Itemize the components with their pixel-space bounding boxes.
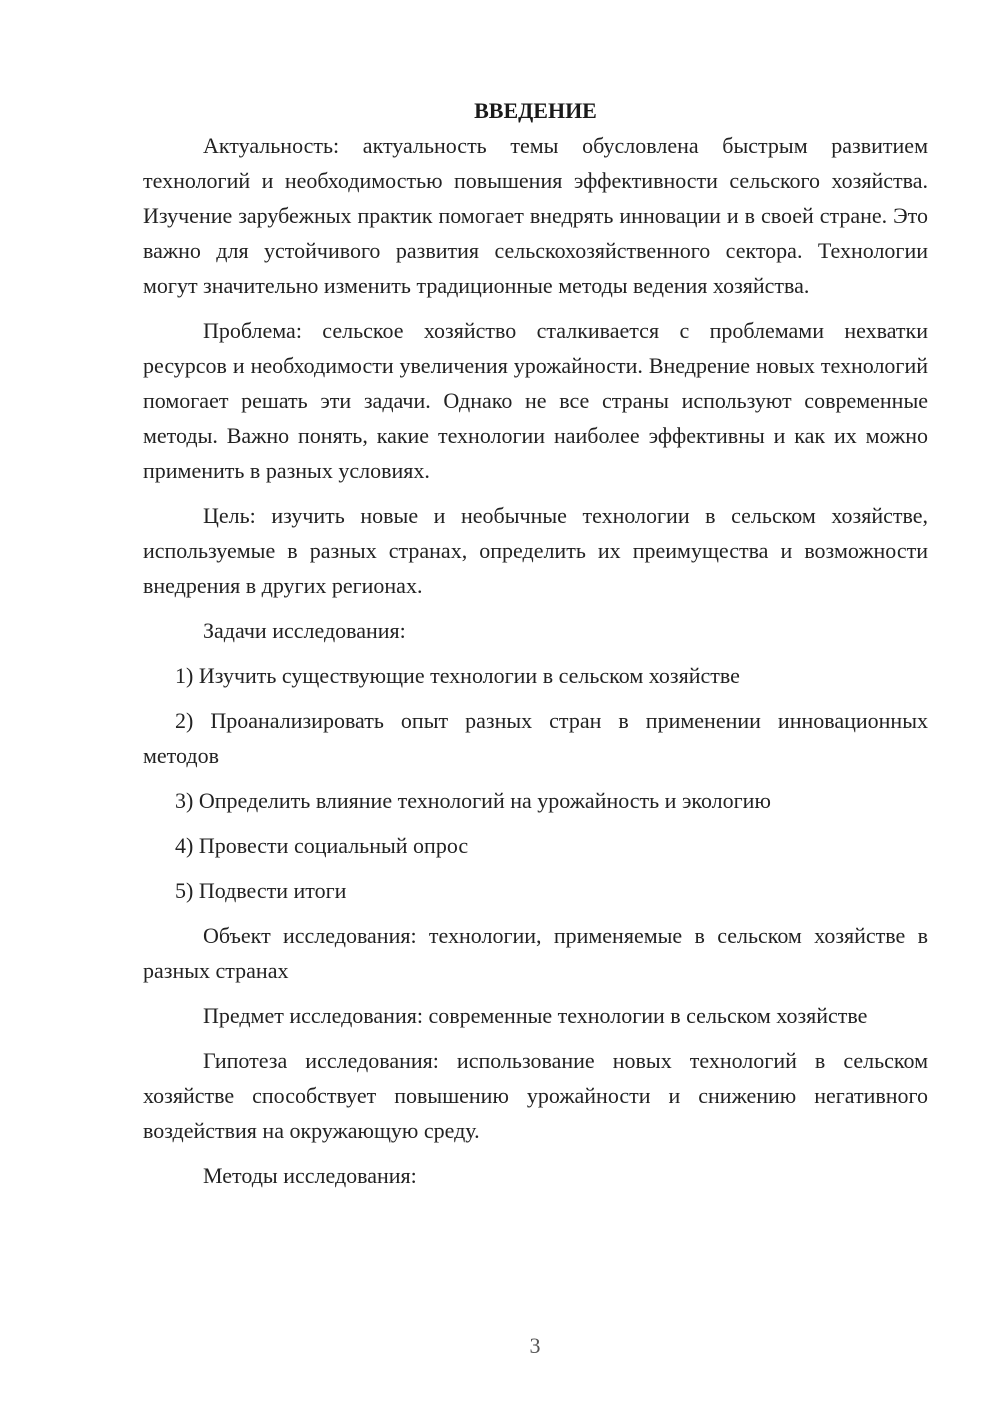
paragraph-tasks-heading: Задачи исследования: xyxy=(203,618,406,643)
paragraph-relevance: Актуальность: актуальность темы обусловлена быстрым развитием технологий и необходимостью повышения эффективности сельского хозяйства. Изучение зарубежных практик помогает внедрять инновации и в своей стране. Это важно для устойчивого развития сельскохозяйственного сектора. Технологии могут значительно изменить традиционные методы ведения хозяйства. xyxy=(143,133,928,298)
paragraph-problem: Проблема: сельское хозяйство сталкивается с проблемами нехватки ресурсов и необходимости увеличения урожайности. Внедрение новых технологий помогает решать эти задачи. Однако не все страны используют современные методы. Важно понять, какие технологии наиболее эффективны и как их можно применить в разных условиях. xyxy=(143,318,928,483)
page-number: 3 xyxy=(529,1333,541,1358)
task-item: 5) Подвести итоги xyxy=(175,878,347,903)
paragraph-subject: Предмет исследования: современные технологии в сельском хозяйстве xyxy=(203,1003,868,1028)
paragraph-goal: Цель: изучить новые и необычные технологии в сельском хозяйстве, используемые в разных странах, определить их преимущества и возможности внедрения в других регионах. xyxy=(143,503,928,598)
task-item: 2) Проанализировать опыт разных стран в применении инновационных методов xyxy=(143,708,928,768)
section-title: ВВЕДЕНИЕ xyxy=(474,98,597,123)
paragraph-hypothesis: Гипотеза исследования: использование новых технологий в сельском хозяйстве способствует повышению урожайности и снижению негативного воздействия на окружающую среду. xyxy=(143,1048,928,1143)
paragraph-object: Объект исследования: технологии, применяемые в сельском хозяйстве в разных странах xyxy=(143,923,928,983)
document-page xyxy=(143,94,928,1203)
task-item: 4) Провести социальный опрос xyxy=(175,833,469,858)
task-item: 3) Определить влияние технологий на урожайность и экологию xyxy=(175,788,771,813)
task-item: 1) Изучить существующие технологии в сельском хозяйстве xyxy=(175,663,740,688)
paragraph-methods: Методы исследования: xyxy=(203,1163,417,1188)
